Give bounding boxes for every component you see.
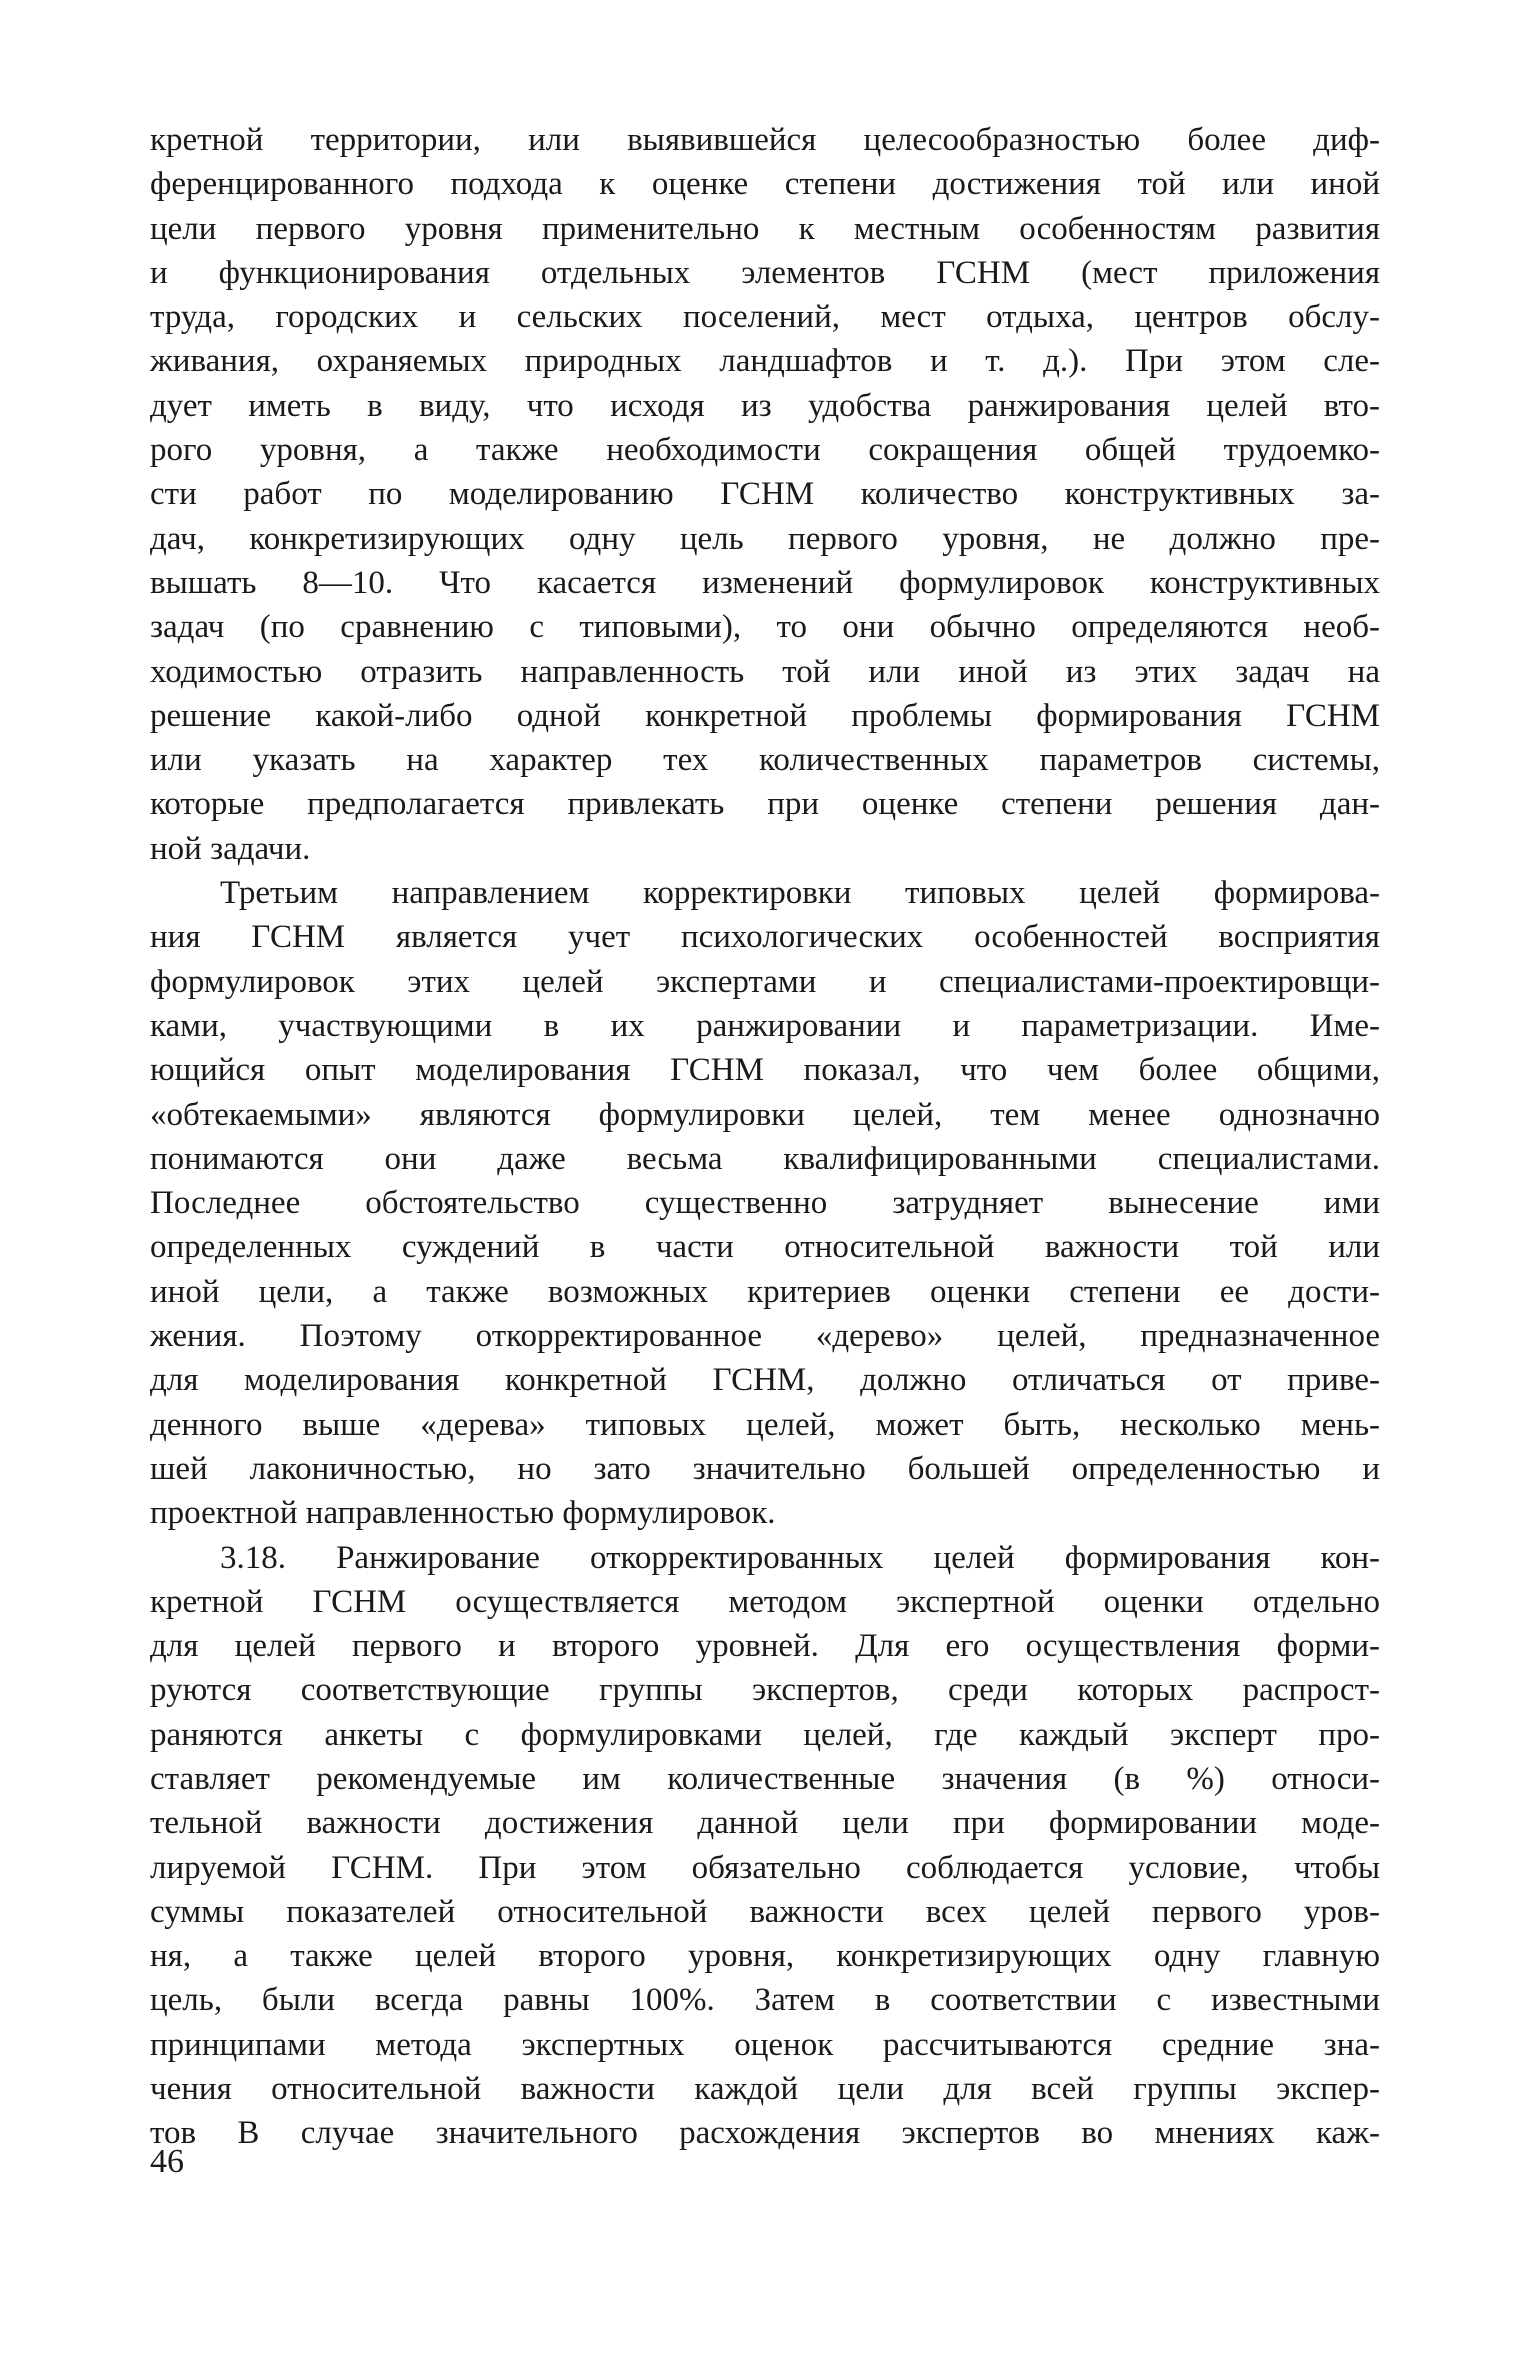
text-line: рого уровня, а также необходимости сокращения общей трудоемко- xyxy=(150,432,1380,469)
text-line: дач, конкретизирующих одну цель первого уровня, не должно пре- xyxy=(150,520,1380,557)
text-line: дует иметь в виду, что исходя из удобства ранжирования целей вто- xyxy=(150,387,1380,424)
paragraph-2 xyxy=(150,871,1380,1535)
text-line: живания, охраняемых природных ландшафтов и т. д.). При этом сле- xyxy=(150,343,1380,380)
text-line: иной цели, а также возможных критериев оценки степени ее дости- xyxy=(150,1273,1380,1310)
text-line: задач (по сравнению с типовыми), то они обычно определяются необ- xyxy=(150,609,1380,646)
text-line: тельной важности достижения данной цели при формировании моде- xyxy=(150,1805,1380,1842)
text-line: чения относительной важности каждой цели для всей группы экспер- xyxy=(150,2071,1380,2108)
text-line: проектной направленностью формулировок. xyxy=(150,1495,776,1532)
text-line: для целей первого и второго уровней. Для его осуществления форми- xyxy=(150,1628,1380,1665)
text-line: ной задачи. xyxy=(150,830,311,867)
text-line: раняются анкеты с формулировками целей, где каждый эксперт про- xyxy=(150,1716,1380,1753)
text-line: ния ГСНМ является учет психологических особенностей восприятия xyxy=(150,919,1380,956)
body-text xyxy=(150,118,1380,2156)
text-line: принципами метода экспертных оценок рассчитываются средние зна- xyxy=(150,2026,1380,2063)
text-line: цели первого уровня применительно к местным особенностям развития xyxy=(150,210,1380,247)
text-line: или указать на характер тех количественных параметров системы, xyxy=(150,742,1380,779)
text-line: ющийся опыт моделирования ГСНМ показал, что чем более общими, xyxy=(150,1052,1380,1089)
text-line: суммы показателей относительной важности всех целей первого уров- xyxy=(150,1893,1380,1930)
text-line: ставляет рекомендуемые им количественные значения (в %) относи- xyxy=(150,1760,1380,1797)
text-line: «обтекаемыми» являются формулировки целей, тем менее однозначно xyxy=(150,1096,1380,1133)
text-line: ня, а также целей второго уровня, конкретизирующих одну главную xyxy=(150,1938,1380,1975)
text-line: Последнее обстоятельство существенно затрудняет вынесение ими xyxy=(150,1185,1380,1222)
text-line: для моделирования конкретной ГСНМ, должно отличаться от приве- xyxy=(150,1362,1380,1399)
page-number: 46 xyxy=(150,2143,184,2180)
text-line: решение какой-либо одной конкретной проблемы формирования ГСНМ xyxy=(150,697,1380,734)
text-line: определенных суждений в части относительной важности той или xyxy=(150,1229,1380,1266)
text-line: тов В случае значительного расхождения экспертов во мнениях каж- xyxy=(150,2115,1380,2152)
text-line: ками, участвующими в их ранжировании и параметризации. Име- xyxy=(150,1007,1380,1044)
text-line: денного выше «дерева» типовых целей, может быть, несколько мень- xyxy=(150,1406,1380,1443)
paragraph-3 xyxy=(150,1536,1380,2156)
text-line: и функционирования отдельных элементов ГСНМ (мест приложения xyxy=(150,254,1380,291)
text-line: вышать 8—10. Что касается изменений формулировок конструктивных xyxy=(150,564,1380,601)
text-line: руются соответствующие группы экспертов, среди которых распрост- xyxy=(150,1672,1380,1709)
text-line: Третьим направлением корректировки типовых целей формирова- xyxy=(220,875,1380,912)
text-line: труда, городских и сельских поселений, мест отдыха, центров обслу- xyxy=(150,299,1380,336)
text-line: кретной ГСНМ осуществляется методом экспертной оценки отдельно xyxy=(150,1583,1380,1620)
text-line: цель, были всегда равны 100%. Затем в соответствии с известными xyxy=(150,1982,1380,2019)
text-line: лируемой ГСНМ. При этом обязательно соблюдается условие, чтобы xyxy=(150,1849,1380,1886)
text-line: шей лаконичностью, но зато значительно большей определенностью и xyxy=(150,1450,1380,1487)
paragraph-1 xyxy=(150,118,1380,871)
text-line: 3.18. Ранжирование откорректированных целей формирования кон- xyxy=(220,1539,1380,1576)
text-line: ходимостью отразить направленность той или иной из этих задач на xyxy=(150,653,1380,690)
text-line: жения. Поэтому откорректированное «дерево» целей, предназначенное xyxy=(150,1318,1380,1355)
text-line: которые предполагается привлекать при оценке степени решения дан- xyxy=(150,786,1380,823)
text-line: формулировок этих целей экспертами и специалистами-проектировщи- xyxy=(150,963,1380,1000)
text-line: кретной территории, или выявившейся целесообразностью более диф- xyxy=(150,122,1380,158)
text-line: понимаются они даже весьма квалифицированными специалистами. xyxy=(150,1140,1380,1177)
text-line: сти работ по моделированию ГСНМ количество конструктивных за- xyxy=(150,476,1380,513)
text-line: ференцированного подхода к оценке степени достижения той или иной xyxy=(150,166,1380,203)
